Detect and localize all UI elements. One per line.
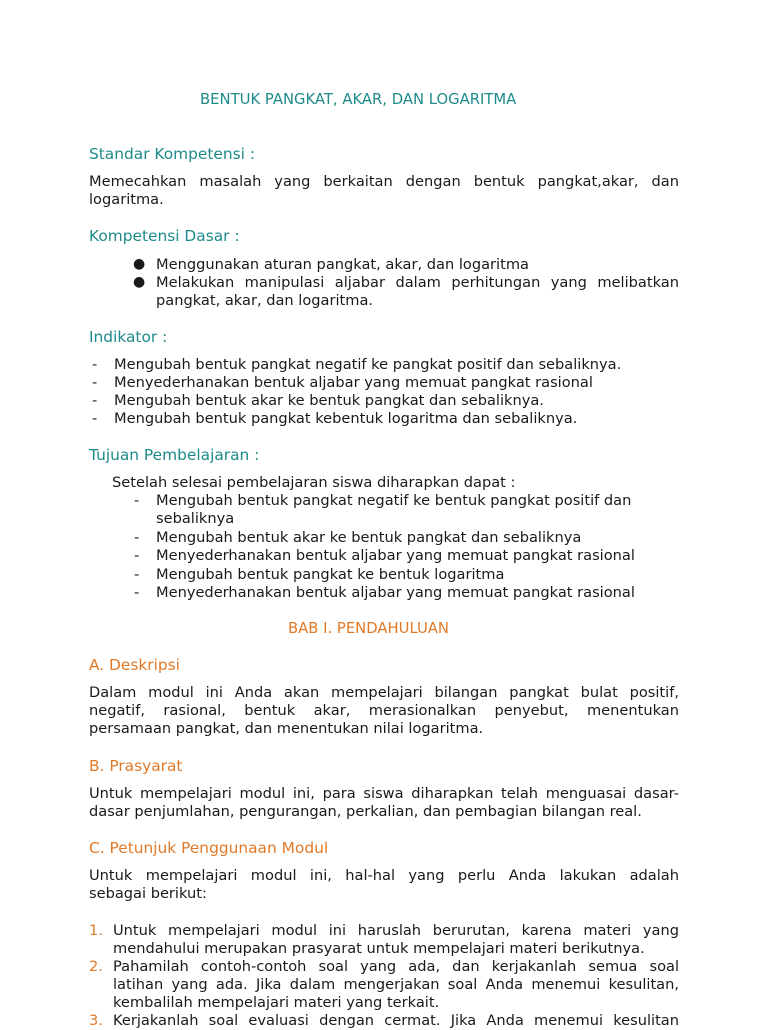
list-number: 1.: [89, 922, 103, 939]
indikator-item: Mengubah bentuk pangkat kebentuk logaritma dan sebaliknya.: [114, 410, 578, 427]
tujuan-item: Mengubah bentuk pangkat ke bentuk logaritma: [156, 566, 505, 583]
petunjuk-item-continued: kembalilah mempelajari materi yang terkait.: [113, 994, 440, 1011]
bullet-icon: ●: [133, 256, 146, 272]
deskripsi-line: persamaan pangkat, dan menentukan nilai logaritma.: [89, 720, 484, 737]
chapter-heading: BAB I. PENDAHULUAN: [288, 620, 449, 637]
kompetensi-dasar-item: Menggunakan aturan pangkat, akar, dan logaritma: [156, 256, 529, 273]
dash-marker: -: [134, 566, 140, 583]
list-number: 3.: [89, 1012, 103, 1029]
prasyarat-line: dasar penjumlahan, pengurangan, perkalian, dan pembagian bilangan real.: [89, 803, 642, 820]
deskripsi-line: Dalam modul ini Anda akan mempelajari bilangan pangkat bulat positif,: [89, 684, 679, 701]
dash-marker: -: [134, 492, 140, 509]
prasyarat-heading: B. Prasyarat: [89, 757, 183, 775]
dash-marker: -: [134, 584, 140, 601]
kompetensi-dasar-item-continued: pangkat, akar, dan logaritma.: [156, 292, 374, 309]
kompetensi-dasar-heading: Kompetensi Dasar :: [89, 227, 240, 245]
indikator-item: Mengubah bentuk pangkat negatif ke pangkat positif dan sebaliknya.: [114, 356, 622, 373]
standar-kompetensi-line-1: Memecahkan masalah yang berkaitan dengan bentuk pangkat,akar, dan: [89, 173, 679, 190]
tujuan-item: Mengubah bentuk akar ke bentuk pangkat dan sebaliknya: [156, 529, 582, 546]
petunjuk-line: Untuk mempelajari modul ini, hal-hal yang perlu Anda lakukan adalah: [89, 867, 679, 884]
tujuan-item: Menyederhanakan bentuk aljabar yang memuat pangkat rasional: [156, 584, 635, 601]
petunjuk-heading: C. Petunjuk Penggunaan Modul: [89, 839, 329, 857]
indikator-heading: Indikator :: [89, 328, 168, 346]
tujuan-item: Menyederhanakan bentuk aljabar yang memuat pangkat rasional: [156, 547, 635, 564]
tujuan-item: Mengubah bentuk pangkat negatif ke bentuk pangkat positif dan: [156, 492, 632, 509]
dash-marker: -: [92, 392, 98, 409]
dash-marker: -: [92, 410, 98, 427]
deskripsi-heading: A. Deskripsi: [89, 656, 180, 674]
indikator-item: Mengubah bentuk akar ke bentuk pangkat dan sebaliknya.: [114, 392, 544, 409]
tujuan-item-continued: sebaliknya: [156, 510, 235, 527]
standar-kompetensi-heading: Standar Kompetensi :: [89, 145, 256, 163]
dash-marker: -: [92, 374, 98, 391]
deskripsi-line: negatif, rasional, bentuk akar, merasionalkan penyebut, menentukan: [89, 702, 679, 719]
standar-kompetensi-line-2: logaritma.: [89, 191, 164, 208]
document-title: BENTUK PANGKAT, AKAR, DAN LOGARITMA: [200, 91, 517, 108]
petunjuk-line: sebagai berikut:: [89, 885, 207, 902]
list-number: 2.: [89, 958, 103, 975]
petunjuk-item: Pahamilah contoh-contoh soal yang ada, dan kerjakanlah semua soal: [113, 958, 679, 975]
dash-marker: -: [92, 356, 98, 373]
petunjuk-item-continued: latihan yang ada. Jika dalam mengerjakan soal Anda menemui kesulitan,: [113, 976, 679, 993]
prasyarat-line: Untuk mempelajari modul ini, para siswa diharapkan telah menguasai dasar-: [89, 785, 679, 802]
petunjuk-item-continued: mendahului merupakan prasyarat untuk mempelajari materi berikutnya.: [113, 940, 645, 957]
dash-marker: -: [134, 529, 140, 546]
petunjuk-item: Untuk mempelajari modul ini haruslah berurutan, karena materi yang: [113, 922, 679, 939]
bullet-icon: ●: [133, 274, 146, 290]
kompetensi-dasar-item: Melakukan manipulasi aljabar dalam perhitungan yang melibatkan: [156, 274, 679, 291]
dash-marker: -: [134, 547, 140, 564]
tujuan-heading: Tujuan Pembelajaran :: [89, 446, 260, 464]
tujuan-intro: Setelah selesai pembelajaran siswa diharapkan dapat :: [112, 474, 516, 491]
petunjuk-item: Kerjakanlah soal evaluasi dengan cermat. Jika Anda menemui kesulitan: [113, 1012, 679, 1029]
indikator-item: Menyederhanakan bentuk aljabar yang memuat pangkat rasional: [114, 374, 593, 391]
